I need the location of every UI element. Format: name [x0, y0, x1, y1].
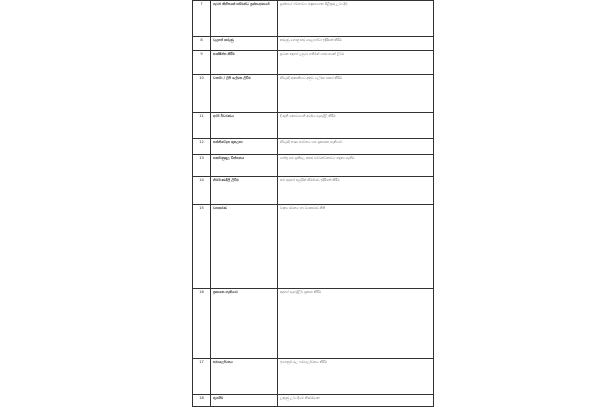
row-description: කරුණු ගොනු කර පෙළගස්වා ඉදිරිපත් කිරීම: [278, 37, 434, 51]
row-topic: ගැටළු කිහිපයක් සම්බන්ධ ප්‍රශ්නය/කාර්ය: [211, 1, 278, 37]
table-row: [193, 395, 434, 407]
row-description: වාක්‍ය රචනය හා ව්‍යාකරණ නීති: [278, 205, 434, 289]
row-number: 9: [193, 51, 211, 75]
row-number: 18: [193, 395, 211, 407]
row-number: 7: [193, 1, 211, 37]
row-description: නිවැරදි භාෂා භාවිතය සහ ප්‍රකාශන හැකියාව: [278, 139, 434, 155]
row-description: දී ඇති කොටසෙහි අර්ථය පැහැදිලි කිරීම: [278, 113, 434, 139]
row-number: 8: [193, 37, 211, 51]
table-row: [193, 113, 434, 139]
row-topic: සන්නිවේදන කුසලතා: [211, 139, 278, 155]
row-description: නව අදහස් ඇසුරින් නිර්මාණ ඉදිරිපත් කිරීම: [278, 177, 434, 205]
document-page: [192, 0, 418, 400]
row-number: 11: [193, 113, 211, 139]
row-topic: ඇගයීම: [211, 395, 278, 407]
table-row: [193, 289, 434, 359]
syllabus-table: [192, 0, 434, 407]
row-topic: වාර්තා / ලිපි ලේඛන ලිවීම: [211, 75, 278, 113]
row-topic: සංක්ෂිප්ත කිරීම: [211, 51, 278, 75]
row-topic: තර්කානුකූල චින්තනය: [211, 155, 278, 177]
row-topic: සමාලෝචනය: [211, 359, 278, 395]
row-topic: ප්‍රකාශන හැකියාව: [211, 289, 278, 359]
table-row: [193, 359, 434, 395]
table-row: [193, 51, 434, 75]
row-topic: නිර්මාණශීලී ලිවීම: [211, 177, 278, 205]
table-row: [193, 205, 434, 289]
table-row: [193, 155, 434, 177]
row-number: 16: [193, 289, 211, 359]
row-description: ප්‍රධාන අදහස් උපුටා ගනිමින් සාරාංශයක් ලිවීම: [278, 51, 434, 75]
table-row: [193, 75, 434, 113]
row-number: 14: [193, 177, 211, 205]
row-number: 12: [193, 139, 211, 155]
row-number: 10: [193, 75, 211, 113]
row-topic: ව්‍යාකරණ: [211, 205, 278, 289]
table-row: [193, 177, 434, 205]
row-description: අදහස් පැහැදිලිව ප්‍රකාශ කිරීම: [278, 289, 434, 359]
table-row: [193, 1, 434, 37]
row-description: නිවැරදි ආකෘතියට අනුව ලේඛන සකස් කිරීම: [278, 75, 434, 113]
row-topic: වැදගත් කරුණු: [211, 37, 278, 51]
table-row: [193, 37, 434, 51]
row-number: 15: [193, 205, 211, 289]
row-description: හේතු සහ ප්‍රතිඵල අතර සම්බන්ධතාවය හඳුනා ගැනීම: [278, 155, 434, 177]
row-description: ප්‍රශ්නයේ ස්වභාවය හඳුනාගෙන පිළිතුරු ලබා දීම: [278, 1, 434, 37]
row-description: ඉගෙනුම් ඵල සමාලෝචනය කිරීම: [278, 359, 434, 395]
row-number: 17: [193, 359, 211, 395]
row-number: 13: [193, 155, 211, 177]
row-description: ලකුණු ලබා දීමේ නිර්ණායක: [278, 395, 434, 407]
row-topic: අර්ථ විවරණය: [211, 113, 278, 139]
table-row: [193, 139, 434, 155]
